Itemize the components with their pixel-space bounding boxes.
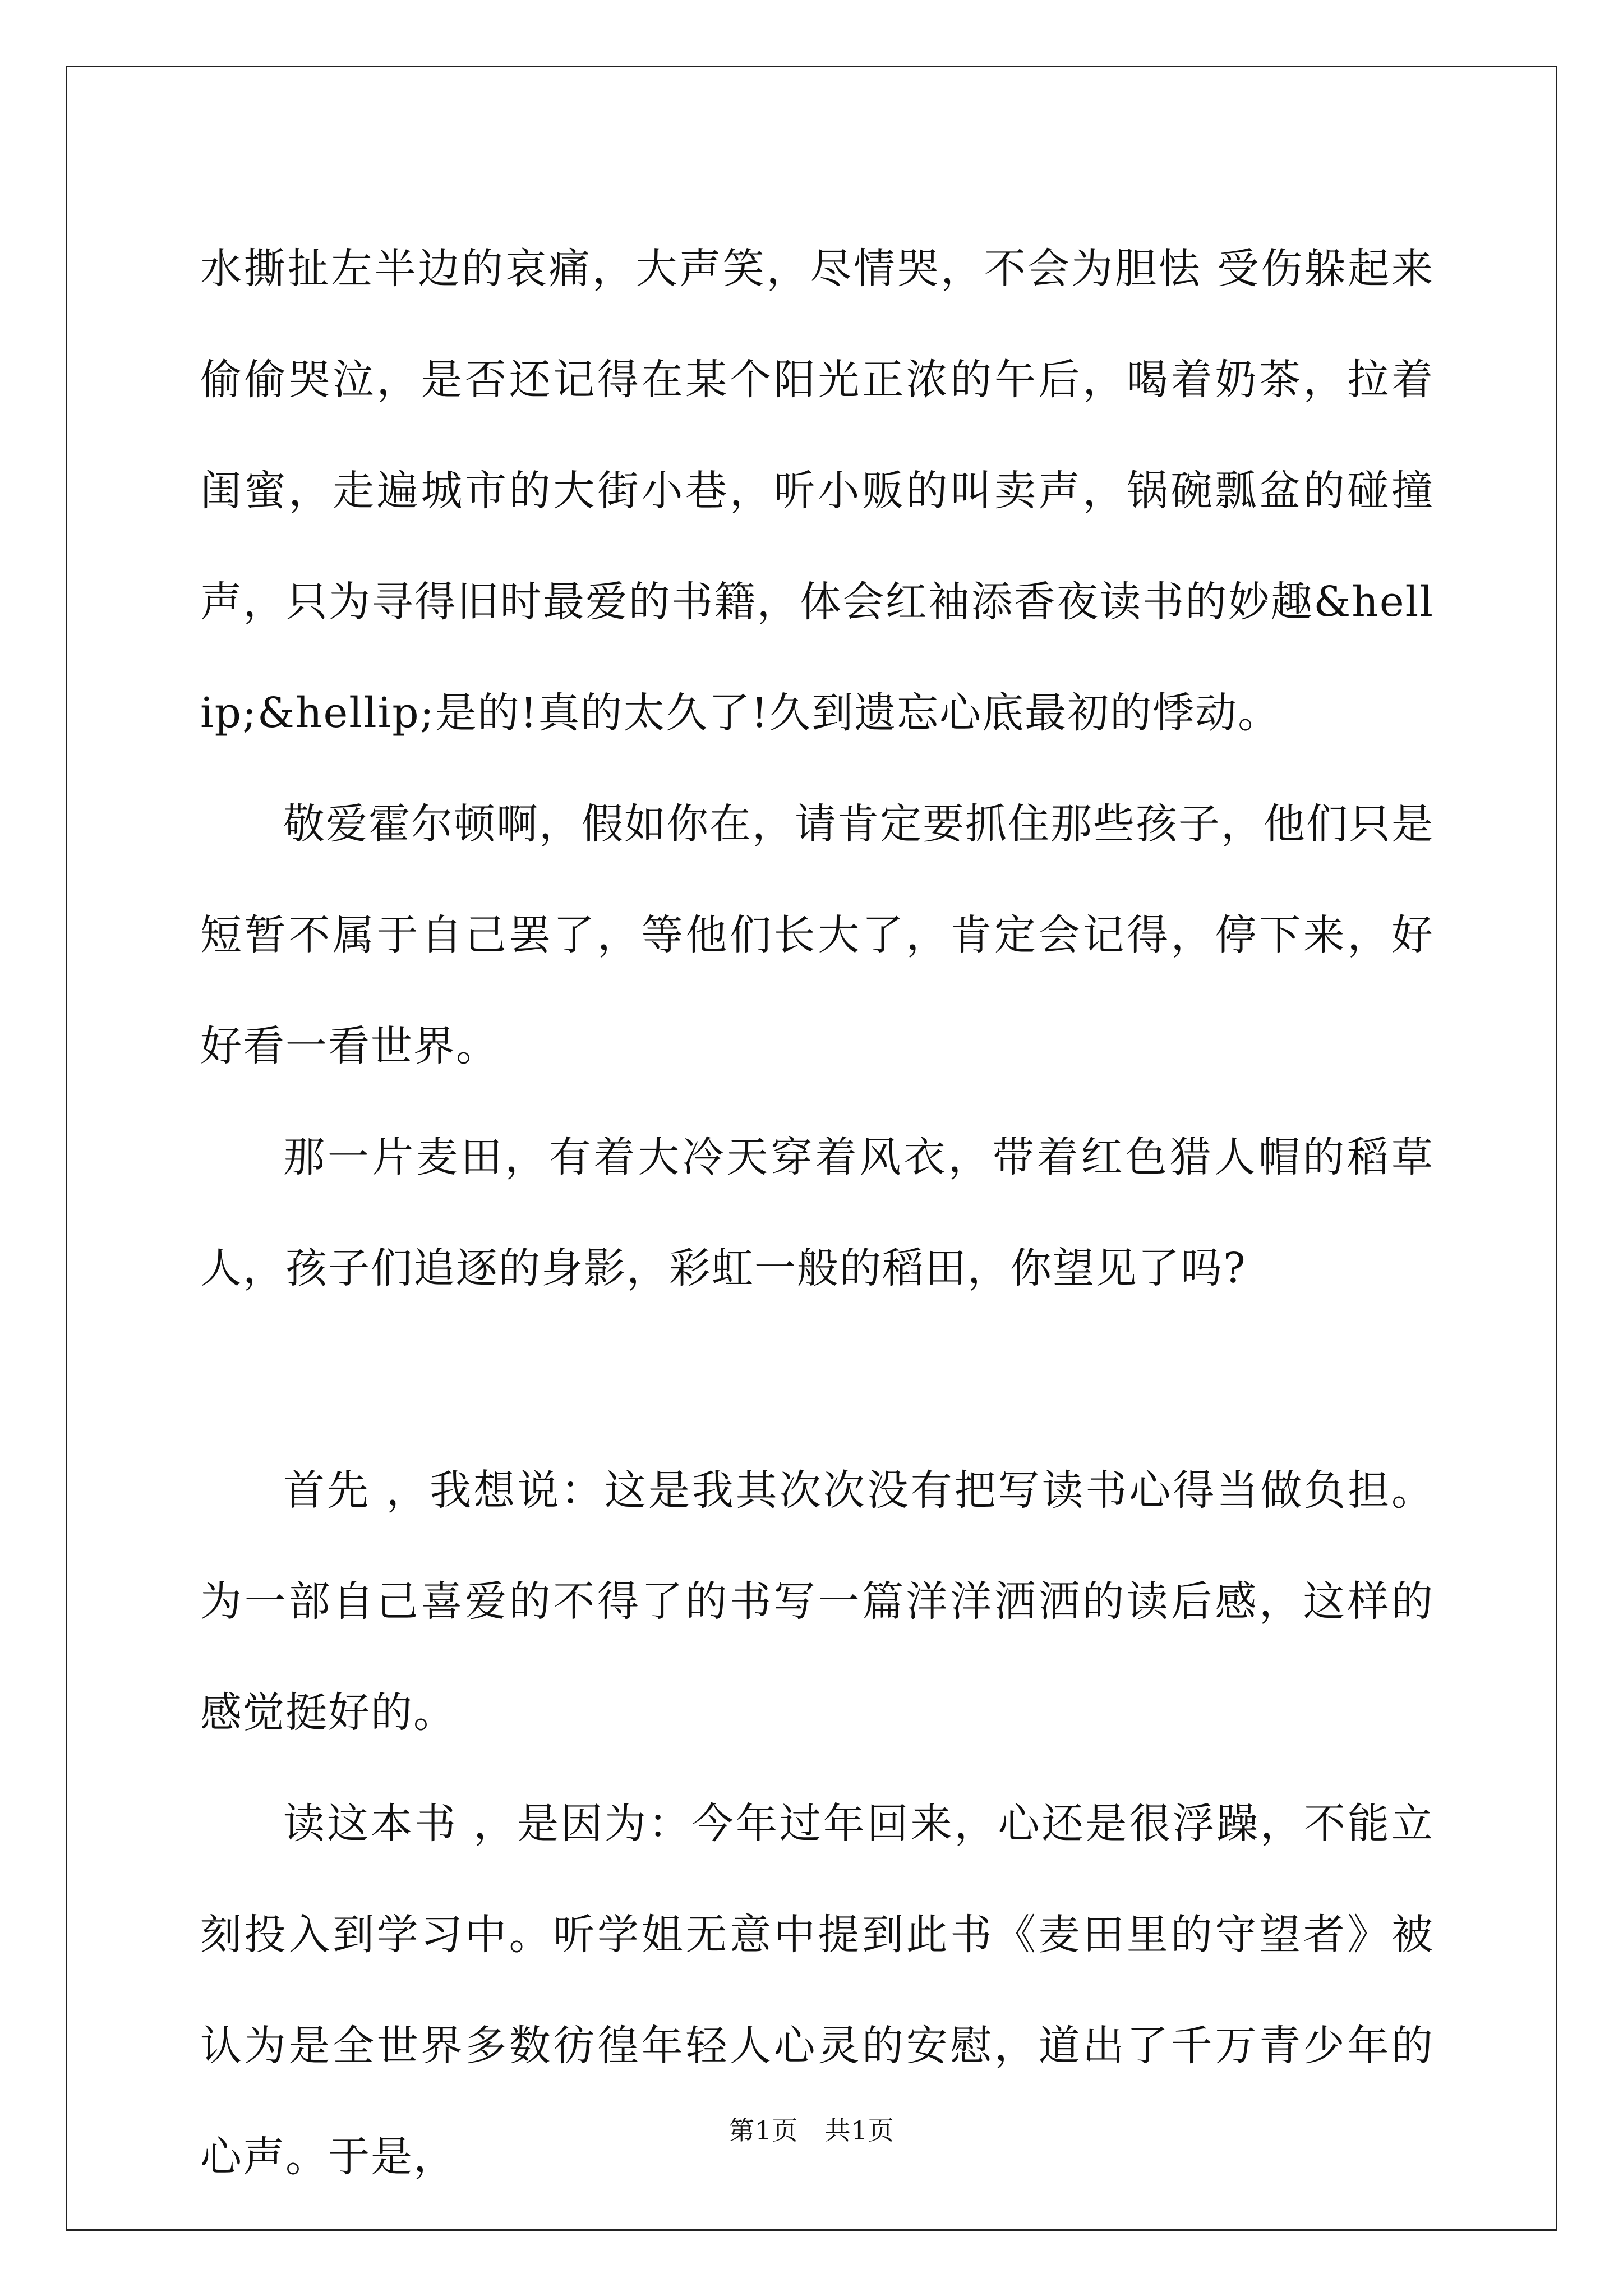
page-total: 共1页 bbox=[824, 2115, 895, 2146]
document-body bbox=[200, 213, 1434, 2212]
paragraph-4: 首先 ，我想说：这是我其次次没有把写读书心得当做负担。为一部自己喜爱的不得了的书写一篇洋洋洒洒的读后感，这样的感觉挺好的。 bbox=[200, 1466, 1434, 1737]
paragraph-5: 读这本书 ，是因为：今年过年回来，心还是很浮躁，不能立刻投入到学习中。听学姐无意中提到此书《麦田里的守望者》被认为是全世界多数彷徨年轻人心灵的安慰，道出了千万青少年的心声。于是， bbox=[200, 1800, 1434, 2181]
paragraph-gap bbox=[200, 1324, 1434, 1435]
paragraph-2: 敬爱霍尔顿啊，假如你在，请肯定要抓住那些孩子，他们只是短暂不属于自己罢了，等他们长大了，肯定会记得，停下来，好好看一看世界。 bbox=[200, 800, 1434, 1070]
paragraph-3: 那一片麦田，有着大冷天穿着风衣，带着红色猎人帽的稻草人，孩子们追逐的身影，彩虹一般的稻田，你望见了吗? bbox=[200, 1133, 1434, 1292]
paragraph-1: 水撕扯左半边的哀痛，大声笑，尽情哭，不会为胆怯 受伤躲起来偷偷哭泣，是否还记得在某个阳光正浓的午后，喝着奶茶，拉着闺蜜，走遍城市的大街小巷，听小贩的叫卖声，锅碗瓢盆的碰撞声，只为寻得旧时最爱的书籍，体会红袖添香夜读书的妙趣&hellip;&hellip;是的!真的太久了!久到遗忘心底最初的悸动。 bbox=[200, 245, 1434, 737]
page-footer bbox=[0, 2110, 1623, 2147]
page-number: 第1页 bbox=[728, 2115, 799, 2146]
